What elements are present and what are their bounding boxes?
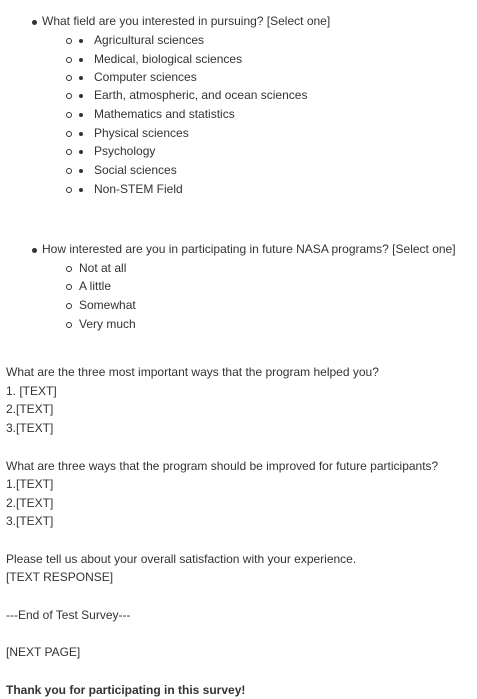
- circle-bullet-icon: [66, 284, 72, 290]
- bullet-icon: [79, 169, 83, 173]
- thank-you-text: Thank you for participating in this survey!: [6, 683, 246, 697]
- circle-bullet-icon: [66, 266, 72, 272]
- question-field-text: What field are you interested in pursuing? [Select one]: [42, 14, 331, 28]
- improved-response-1[interactable]: 1.[TEXT]: [6, 477, 54, 491]
- bullet-icon: [32, 248, 37, 253]
- circle-bullet-icon: [66, 322, 72, 328]
- option-label: Somewhat: [79, 298, 136, 312]
- helped-response-1[interactable]: 1. [TEXT]: [6, 384, 57, 398]
- bullet-icon: [32, 20, 37, 25]
- option-label: Agricultural sciences: [94, 33, 205, 47]
- helped-response-3[interactable]: 3.[TEXT]: [6, 421, 54, 435]
- option-label: Physical sciences: [94, 126, 189, 140]
- bullet-icon: [79, 58, 83, 62]
- option-label: Computer sciences: [94, 70, 197, 84]
- option-label: Mathematics and statistics: [94, 107, 235, 121]
- bullet-icon: [79, 188, 83, 192]
- bullet-icon: [79, 132, 83, 136]
- bullet-icon: [79, 113, 83, 117]
- circle-bullet-icon: [66, 93, 72, 99]
- next-page-link[interactable]: [NEXT PAGE]: [6, 645, 81, 659]
- question-helped-text: What are the three most important ways that the program helped you?: [6, 365, 379, 379]
- helped-response-2[interactable]: 2.[TEXT]: [6, 402, 54, 416]
- option-label: Psychology: [94, 144, 156, 158]
- option-label: Earth, atmospheric, and ocean sciences: [94, 88, 308, 102]
- circle-bullet-icon: [66, 131, 72, 137]
- question-satisfaction-text: Please tell us about your overall satisfaction with your experience.: [6, 552, 357, 566]
- question-improved-text: What are three ways that the program should be improved for future participants?: [6, 459, 439, 473]
- option-label: Medical, biological sciences: [94, 52, 243, 66]
- circle-bullet-icon: [66, 168, 72, 174]
- circle-bullet-icon: [66, 112, 72, 118]
- circle-bullet-icon: [66, 149, 72, 155]
- question-interest-text: How interested are you in participating in future NASA programs? [Select one]: [42, 242, 456, 256]
- option-label: A little: [79, 279, 112, 293]
- bullet-icon: [79, 94, 83, 98]
- option-label: Social sciences: [94, 163, 177, 177]
- option-label: Non-STEM Field: [94, 182, 183, 196]
- improved-response-2[interactable]: 2.[TEXT]: [6, 496, 54, 510]
- end-of-survey-text: ---End of Test Survey---: [6, 608, 131, 622]
- circle-bullet-icon: [66, 57, 72, 63]
- circle-bullet-icon: [66, 187, 72, 193]
- satisfaction-response[interactable]: [TEXT RESPONSE]: [6, 570, 114, 584]
- improved-response-3[interactable]: 3.[TEXT]: [6, 514, 54, 528]
- circle-bullet-icon: [66, 303, 72, 309]
- bullet-icon: [79, 39, 83, 43]
- circle-bullet-icon: [66, 38, 72, 44]
- circle-bullet-icon: [66, 75, 72, 81]
- bullet-icon: [79, 150, 83, 154]
- option-label: Very much: [79, 317, 136, 331]
- option-label: Not at all: [79, 261, 127, 275]
- bullet-icon: [79, 76, 83, 80]
